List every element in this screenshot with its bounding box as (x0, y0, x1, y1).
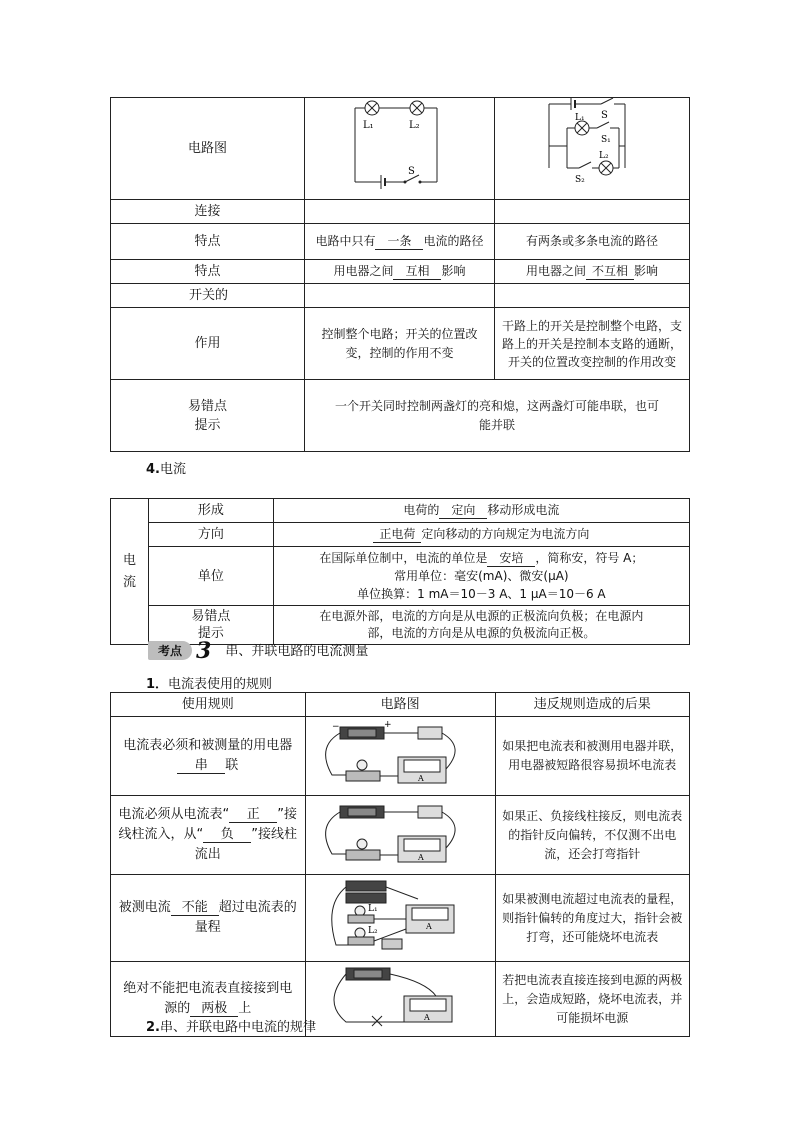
tip-label: 易错点 提示 (111, 380, 305, 452)
direction-label: 方向 (148, 523, 273, 547)
parallel-circuit-diagram (494, 98, 689, 200)
feature2-series: 用电器之间 互相 影响 (305, 260, 495, 284)
unit-label: 单位 (148, 547, 273, 606)
rule-4-diagram (305, 962, 495, 1037)
section4-heading: 4.电流 (146, 462, 186, 477)
kaodian-badge: 考点 (148, 641, 192, 660)
parallel-l2-label: L₂ (598, 151, 609, 161)
feature2-parallel: 用电器之间 不互相 影响 (494, 260, 689, 284)
rule-1-plus: + (384, 720, 392, 730)
role-label: 作用 (111, 308, 305, 380)
tip-text: 一个开关同时控制两盏灯的亮和熄，这两盏灯可能串联，也可能并联 (305, 380, 690, 452)
role-parallel: 干路上的开关是控制整个电路，支路上的开关是控制本支路的通断，开关的位置改变控制的作用改变 (494, 308, 689, 380)
header-result: 违反规则造成的后果 (495, 693, 689, 717)
parallel-s-label: S (600, 110, 608, 121)
unit-text: 在国际单位制中，电流的单位是 安培 ，简称安，符号 A； 常用单位：毫安(mA)、微安(μA) 单位换算：1 mA＝10－3 A、1 μA＝10－6 A (273, 547, 689, 606)
parallel-l1-label: L₁ (574, 113, 585, 123)
section1-heading: 1．电流表使用的规则 (146, 677, 273, 692)
series-circuit-diagram (305, 98, 495, 200)
role-series: 控制整个电路；开关的位置改变，控制的作用不变 (305, 308, 495, 380)
rule-1: 电流表必须和被测量的用电器串 联 (111, 717, 306, 796)
current-side-label: 电 流 (111, 499, 149, 645)
ammeter-rules-table (110, 692, 690, 1037)
section2-heading: 2.串、并联电路中电流的规律 (146, 1020, 316, 1035)
feature-label: 特点 (111, 224, 305, 260)
series-l2-label: L₂ (409, 120, 421, 131)
switch-label: 开关的 (111, 284, 305, 308)
series-s-label: S (408, 166, 416, 177)
rule-1-ammeter-a: A (418, 774, 424, 783)
result-4: 若把电流表直接连接到电源的两极上，会造成短路，烧坏电流表，并可能损坏电源 (495, 962, 689, 1037)
form-label: 形成 (148, 499, 273, 523)
rule-1-diagram (305, 717, 495, 796)
direction-text: 正电荷 定向移动的方向规定为电流方向 (273, 523, 689, 547)
current-tip-label: 易错点 提示 (148, 606, 273, 645)
feature-parallel: 有两条或多条电流的路径 (494, 224, 689, 260)
rule-2: 电流必须从电流表“ 正 ”接线柱流入，从“ 负 ”接线柱流出 (111, 796, 306, 875)
result-2: 如果正、负接线柱接反，则电流表的指针反向偏转，不仅测不出电流，还会打弯指针 (495, 796, 689, 875)
rule-4: 绝对不能把电流表直接接到电源的 两极 上 (111, 962, 306, 1037)
rule-2-ammeter-a: A (418, 853, 424, 862)
rule-2-diagram (305, 796, 495, 875)
circuit-diagram-label: 电路图 (111, 98, 305, 200)
parallel-s1-label: S₁ (600, 135, 611, 145)
series-l1-label: L₁ (363, 120, 375, 131)
result-3: 如果被测电流超过电流表的量程，则指针偏转的角度过大，指针会被打弯，还可能烧坏电流表 (495, 875, 689, 962)
rule-3-diagram (305, 875, 495, 962)
header-rule: 使用规则 (111, 693, 306, 717)
rule-3: 被测电流 不能 超过电流表的量程 (111, 875, 306, 962)
feature2-label: 特点 (111, 260, 305, 284)
rule-3-l1: L₁ (368, 904, 378, 914)
rule-4-ammeter-a: A (424, 1013, 430, 1022)
kaodian-title: 串、并联电路的电流测量 (225, 644, 369, 659)
header-diagram: 电路图 (305, 693, 495, 717)
current-table (110, 498, 690, 645)
form-text: 电荷的 定向 移动形成电流 (273, 499, 689, 523)
rule-1-minus: − (332, 722, 340, 732)
rule-3-ammeter-a: A (426, 922, 432, 931)
circuit-comparison-table (110, 97, 690, 452)
feature-series: 电路中只有 一条 电流的路径 (305, 224, 495, 260)
result-1: 如果把电流表和被测用电器并联，用电器被短路很容易损坏电流表 (495, 717, 689, 796)
rule-3-l2: L₂ (368, 926, 378, 936)
kaodian-heading (148, 638, 368, 664)
current-tip-text: 在电源外部，电流的方向是从电源的正极流向负极；在电源内 部，电流的方向是从电源的负极流向正极。 (273, 606, 689, 645)
parallel-s2-label: S₂ (574, 175, 585, 185)
kaodian-number: 3 (196, 638, 212, 664)
connect-label: 连接 (111, 200, 305, 224)
